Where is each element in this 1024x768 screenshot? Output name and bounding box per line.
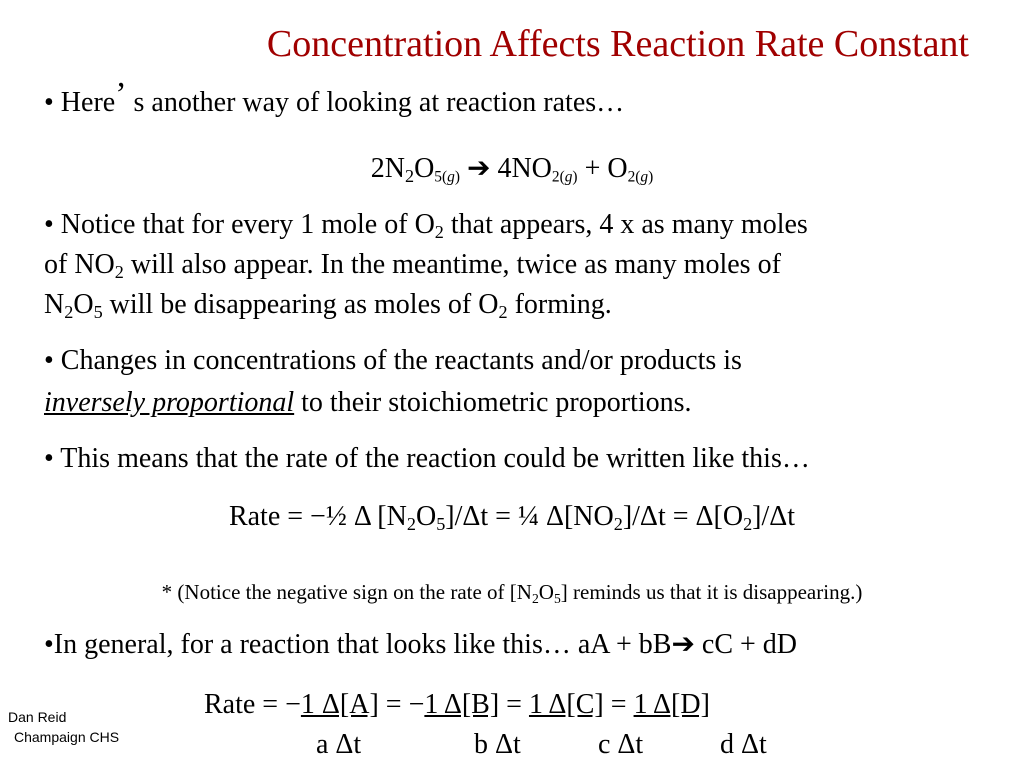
fraction-numerator: 1 Δ[B] [424,689,500,720]
decomposition-equation [0,150,1024,188]
bullet-intro [44,76,625,122]
fraction-numerator: 1 Δ[C] [528,689,604,720]
eq-term: O [414,153,435,184]
eq-term: 4NO [490,153,552,184]
bullet-changes-line1: • Changes in concentrations of the reactants and/or products is [44,345,742,376]
fraction-denominator: c Δt [598,729,644,760]
bullet-means: • This means that the rate of the reaction could be written like this… [44,443,810,474]
negative-sign-note: * (Notice the negative sign on the rate of $[N_2O_5]$ reminds us that it is disappearing.) [161,580,863,606]
bullet-intro-end: s another way of looking at reaction rates… [126,87,625,118]
fraction-denominator: a Δt [316,729,362,760]
eq-subscript: 2 [404,166,415,187]
page-title: Concentration Affects Reaction Rate Constant [266,23,969,65]
eq-term: + O [577,153,628,184]
author-name: Dan Reid [8,709,67,725]
bullet-notice-line3: $N_2O_5$ will be disappearing as moles of $O_2$ forming. [44,289,612,323]
apostrophe: ’ [115,76,127,113]
bullet-notice-line1: • Notice that for every 1 mole of $O_2$ that appears, 4 x as many moles [44,209,808,243]
rate-equation: Rate = −½ Δ $[N_2O_5]/\Delta t$ = ¼ $\Delta[NO_2]/\Delta t = \Delta[O_2]/\Delta t$ [228,501,796,535]
bullet-changes-line2: inversely proportional to their stoichiometric proportions. [44,387,692,418]
fraction-numerator: 1 Δ[D] [633,689,710,720]
eq-subscript: 2(g) [551,168,578,186]
bullet-general: •In general, for a reaction that looks like this… aA + bB➔ cC + dD [44,629,798,660]
fraction-denominator: b Δt [474,729,521,760]
reaction-arrow-icon: ➔ [466,153,491,184]
eq-subscript: 5(g) [434,168,460,186]
eq-term: 2N [370,153,405,184]
bullet-notice-line2: of $NO_2$ will also appear. In the meantime, twice as many moles of [44,249,781,283]
general-rate-equation: Rate = −1 Δ[A] = −1 Δ[B] = 1 Δ[C] = 1 Δ[D] [204,689,710,720]
fraction-denominator: d Δt [720,729,767,760]
fraction-numerator: 1 Δ[A] [300,689,379,720]
emphasis-text: inversely proportional [44,387,295,418]
bullet-intro-start: • Here [44,87,116,118]
reaction-arrow-icon: ➔ [671,629,695,660]
author-school: Champaign CHS [14,729,120,745]
eq-subscript: 2(g) [627,168,654,186]
